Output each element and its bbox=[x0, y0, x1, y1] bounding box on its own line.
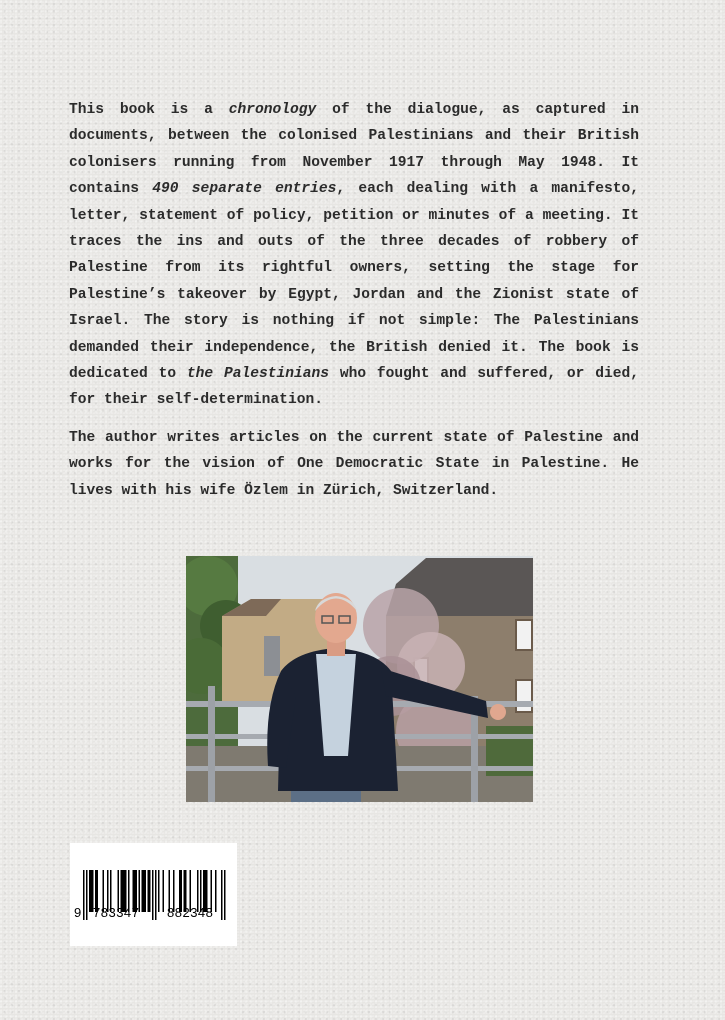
barcode-right-digits: 882348 bbox=[167, 905, 214, 920]
desc-text-1: This book is a bbox=[69, 102, 229, 118]
back-cover-blurb bbox=[69, 97, 639, 515]
desc-text-2: of the dialogue, as captured in documents, between the colonised Palestinians and their British colonisers running from November 1917 through May 1948. It contains bbox=[69, 102, 639, 198]
barcode-left-digits: 783347 bbox=[93, 905, 140, 920]
desc-text-4: who fought and suffered, or died, for their self-determination. bbox=[69, 366, 639, 409]
author-photo bbox=[186, 556, 533, 802]
barcode-lead-digit: 9 bbox=[74, 905, 82, 920]
book-description-paragraph bbox=[69, 97, 639, 414]
desc-text-3: , each dealing with a manifesto, letter, statement of policy, petition or minutes of a meeting. It traces the ins and outs of the three decades of robbery of Palestine from its rightful owners, setting the stage for Palestine’s takeover by Egypt, Jordan and the Zionist state of Israel. The story is nothing if not simple: The Palestinians demanded their independence, the British denied it. The book is dedicated to bbox=[69, 181, 640, 383]
desc-emphasis-chronology: chronology bbox=[228, 102, 317, 118]
barcode-digits bbox=[70, 905, 237, 925]
barcode-bars bbox=[70, 843, 237, 946]
author-bio-paragraph: The author writes articles on the current state of Palestine and works for the vision of One Democratic State in Palestine. He lives with his wife Özlem in Zürich, Switzerland. bbox=[69, 429, 639, 499]
desc-emphasis-palestinians: the Palestinians bbox=[186, 366, 330, 383]
isbn-barcode bbox=[70, 843, 237, 946]
desc-emphasis-entries: 490 separate entries bbox=[152, 181, 337, 198]
